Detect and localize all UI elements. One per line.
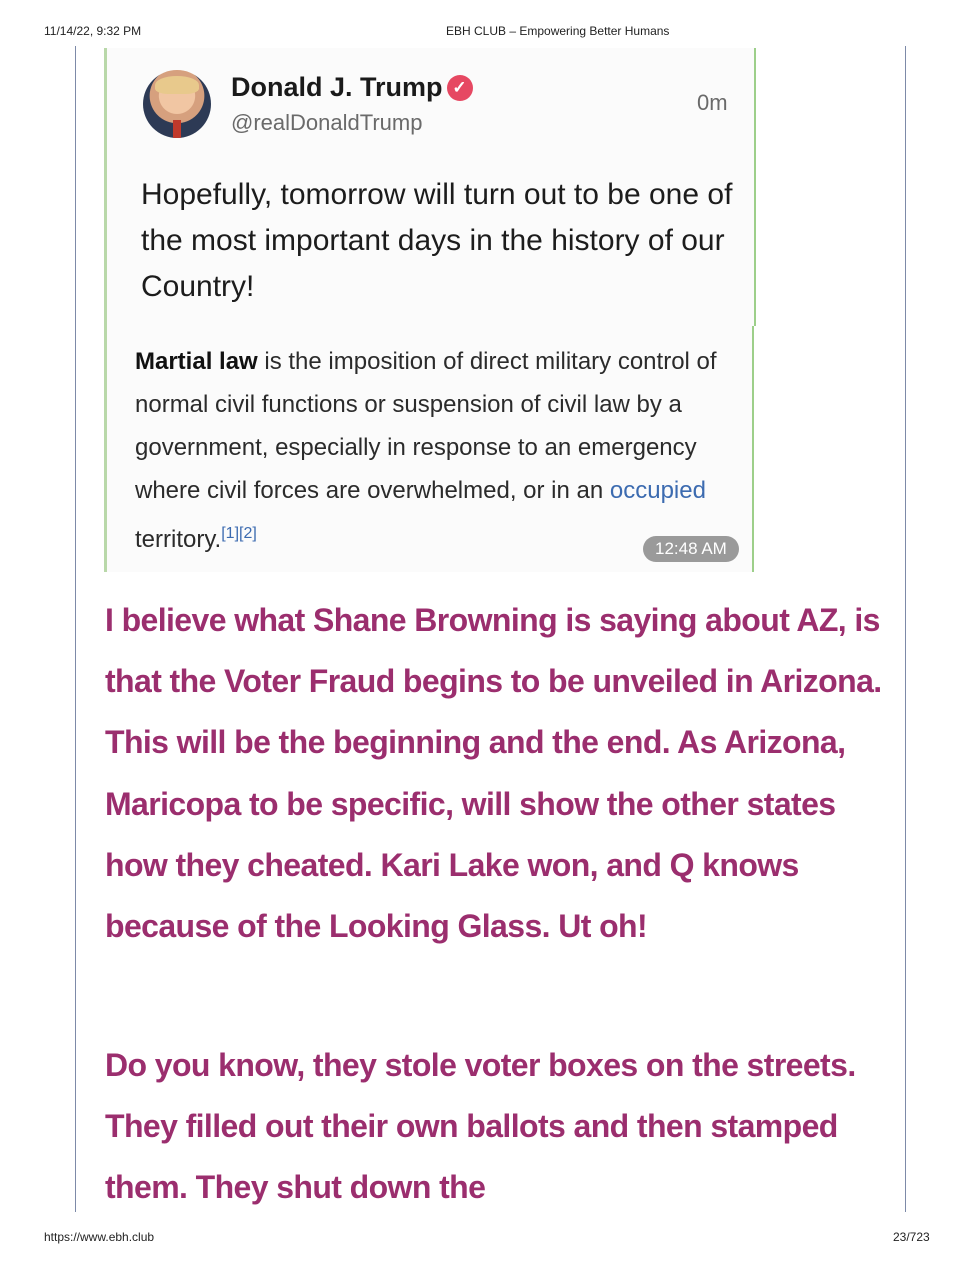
page-title: EBH CLUB – Empowering Better Humans — [446, 24, 670, 38]
definition-text — [135, 340, 745, 561]
reference-links[interactable]: [1][2] — [221, 525, 257, 542]
avatar-hair — [155, 76, 199, 94]
occupied-link[interactable]: occupied — [609, 477, 706, 504]
tweet-time: 0m — [697, 90, 728, 115]
right-margin-line — [905, 46, 906, 1212]
left-margin-line — [75, 46, 76, 1212]
definition-text-1: is the imposition of direct military control of normal civil functions or suspension of civil law by a government, especially in response to an emergency where civil forces are overwhelmed, or in an — [135, 348, 717, 504]
body-paragraph-2: Do you know, they stole voter boxes on the streets. They filled out their own ballots and then stamped them. They shut down the — [105, 1047, 856, 1206]
print-datetime: 11/14/22, 9:32 PM — [44, 24, 142, 38]
body-paragraph-1: I believe what Shane Browning is saying about AZ, is that the Voter Fraud begins to be unveiled in Arizona. This will be the beginning and the end. As Arizona, Maricopa to be specific, will show the other states how they cheated. Kari Lake won, and Q knows because of the Looking Glass. Ut oh! — [105, 602, 882, 945]
page-number: 23/723 — [893, 1230, 930, 1244]
avatar-tie — [173, 120, 181, 138]
footer-url[interactable]: https://www.ebh.club — [44, 1230, 155, 1244]
message-timestamp: 12:48 AM — [643, 536, 739, 562]
tweet-text: Hopefully, tomorrow will turn out to be one of the most important days in the history of our Country! — [141, 178, 733, 303]
author-name-text: Donald J. Trump — [231, 72, 443, 102]
martial-law-definition-card — [104, 326, 754, 572]
tweet-card — [104, 48, 756, 326]
verified-badge-icon: ✓ — [447, 75, 473, 101]
avatar[interactable] — [143, 70, 211, 138]
definition-term: Martial law — [135, 348, 258, 375]
tweet-author-name[interactable] — [231, 72, 473, 103]
definition-text-2: territory. — [135, 526, 222, 553]
tweet-handle[interactable]: @realDonaldTrump — [231, 110, 423, 135]
